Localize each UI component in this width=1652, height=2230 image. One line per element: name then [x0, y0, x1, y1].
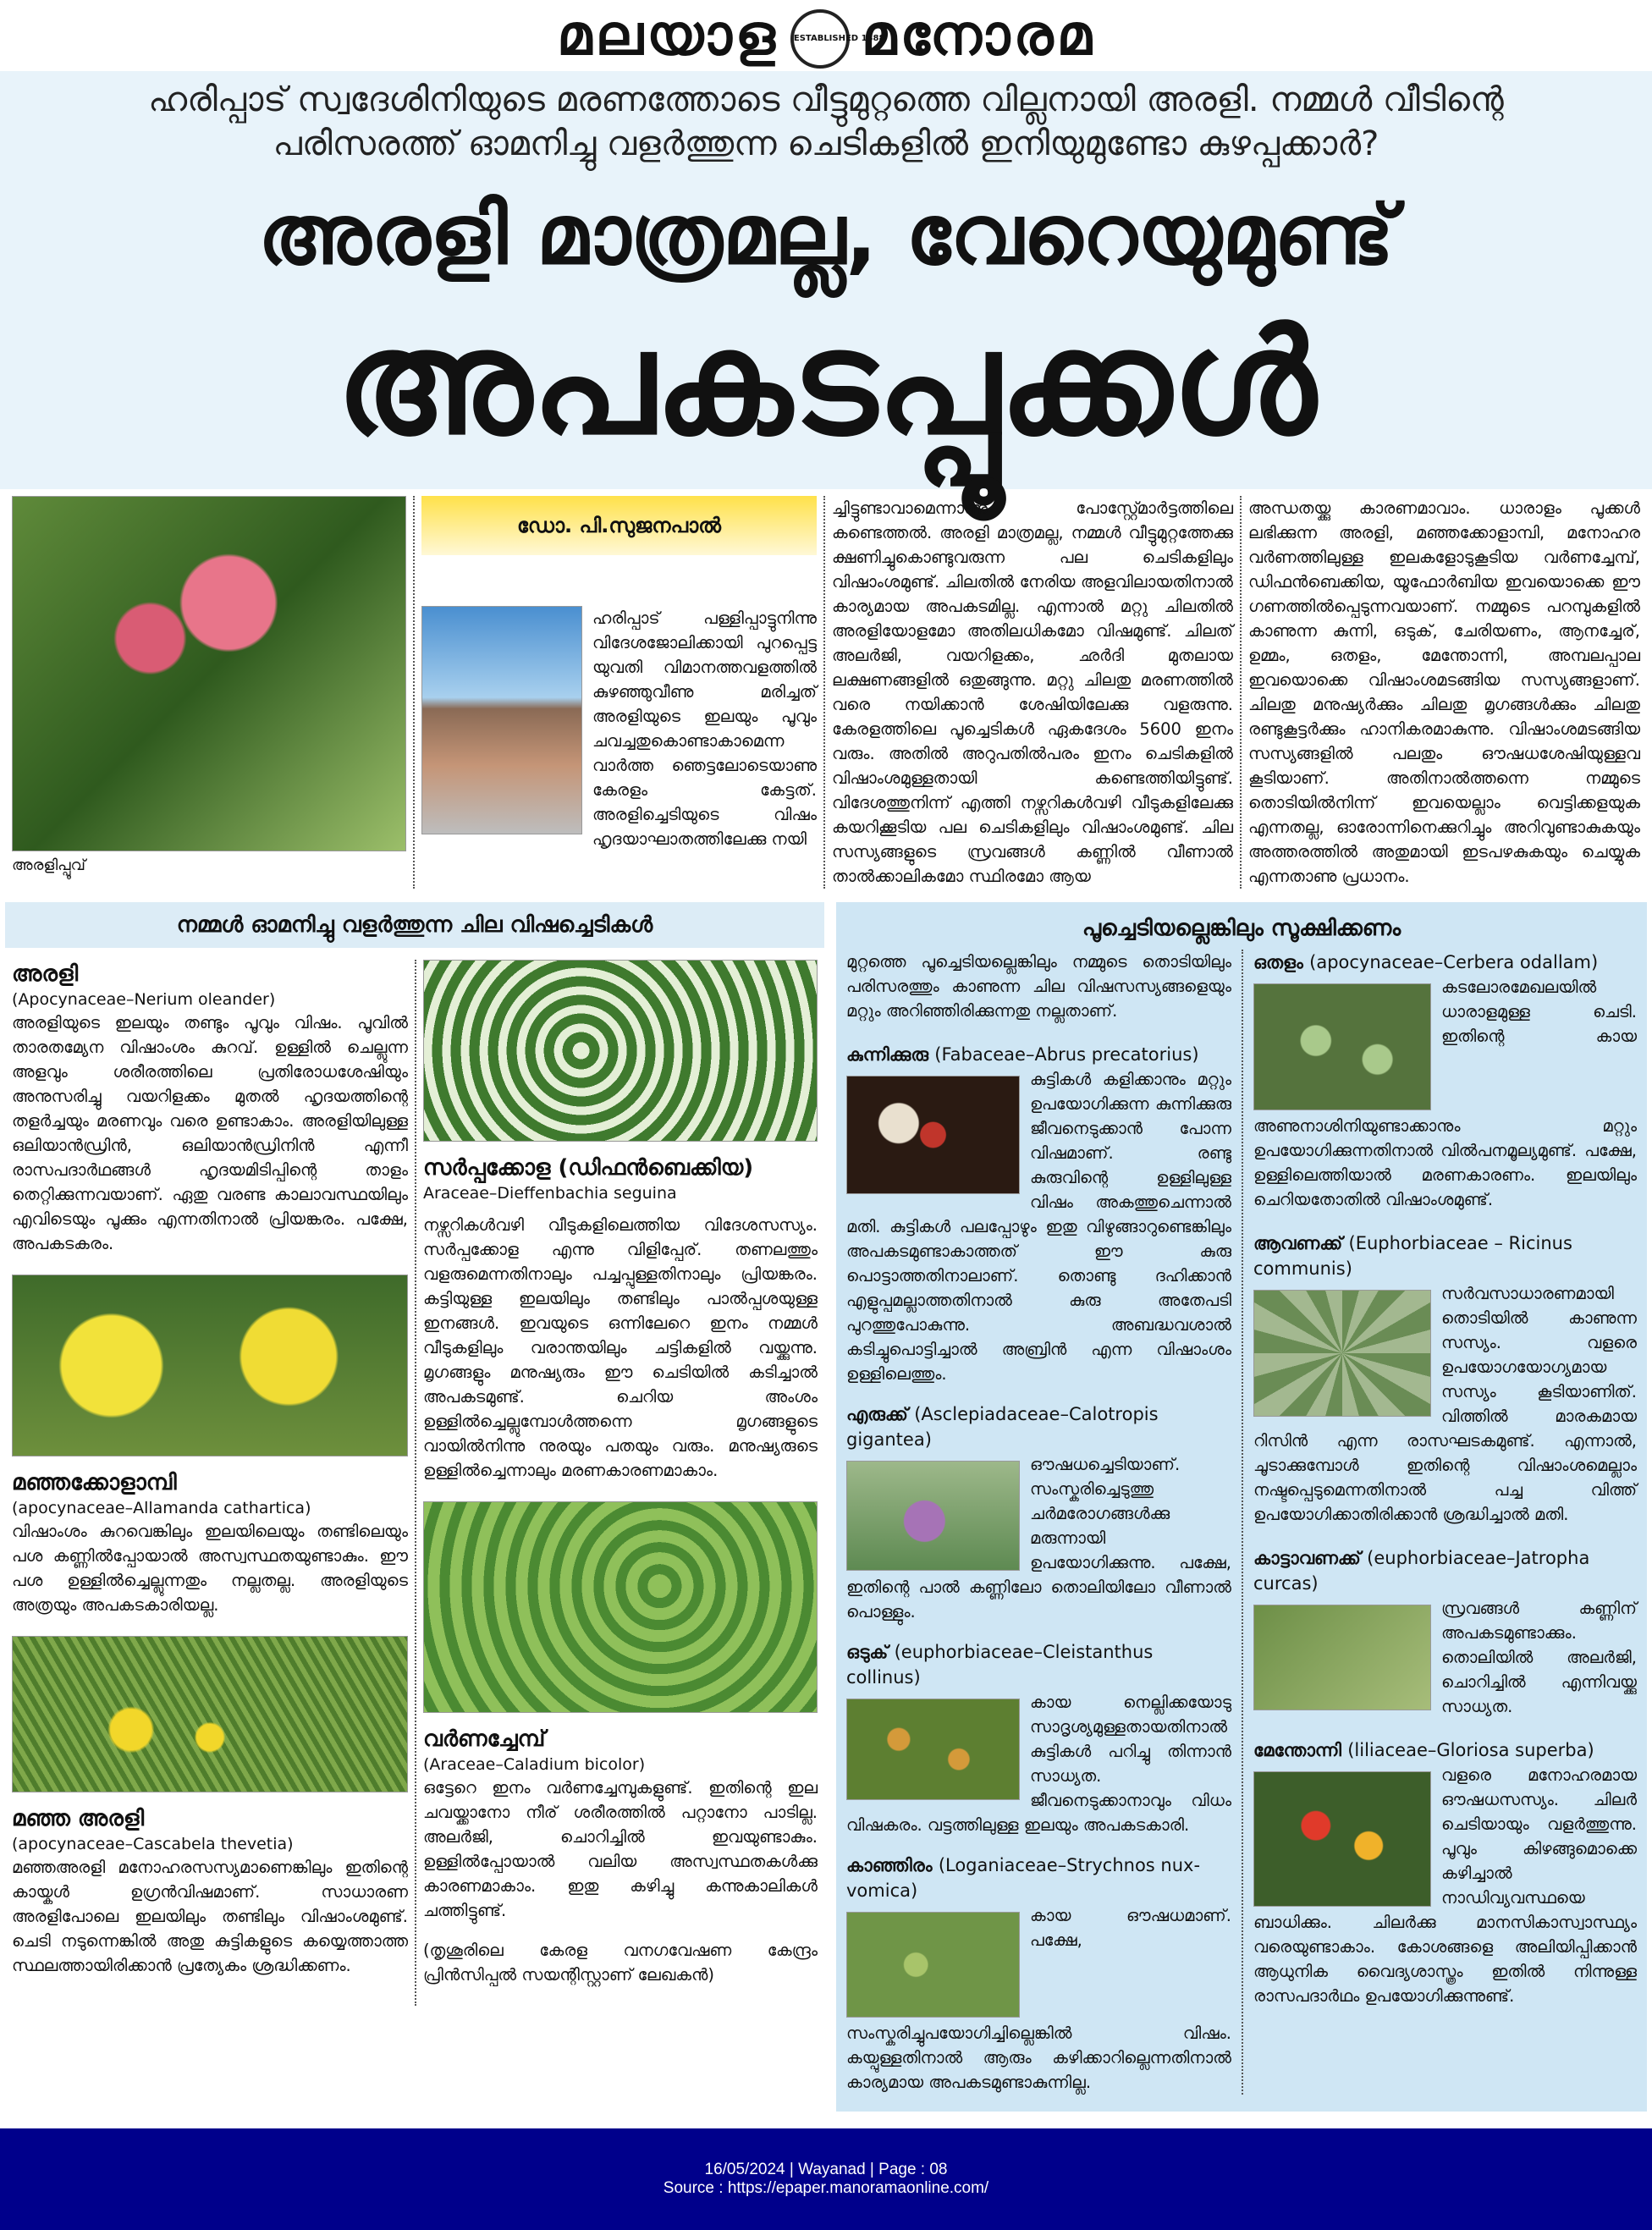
article-col-3-wrap — [1240, 496, 1647, 889]
plant-entry — [1253, 1212, 1637, 1527]
plant-description: കായ ഔഷധമാണ്. പക്ഷേ, സംസ്കരിച്ചുപയോഗിച്ചില്ലെങ്കിൽ വിഷം. കയ്പുള്ളതിനാൽ ആരും കഴിക്കാറില്ലെന്നതിനാൽ കാര്യമായ അപകടമുണ്ടാകുന്നില്ല. — [846, 1906, 1231, 2092]
plant-entry — [423, 1501, 818, 1987]
plant-entry — [12, 1275, 408, 1617]
plant-name: ഒടുക് — [846, 1642, 889, 1662]
plant-name: കാട്ടാവണക്ക് — [1253, 1548, 1361, 1568]
right-col-1 — [836, 950, 1242, 2095]
left-col-2 — [415, 960, 824, 2006]
plant-name: മഞ്ഞക്കോളാമ്പി — [12, 1470, 177, 1495]
plant-entry — [1253, 950, 1637, 1212]
headline-main: അപകടപ്പൂക്കൾ — [336, 300, 1316, 467]
plant-entry — [846, 1837, 1231, 2095]
masthead-name-right: മനോരമ — [861, 3, 1095, 68]
emblem-icon — [790, 9, 885, 69]
author-note: (തൃശൂരിലെ കേരള വനഗവേഷണ കേന്ദ്രം പ്രിൻസിപ്പൽ സയന്റിസ്റ്റാണ് ലേഖകൻ) — [423, 1941, 818, 1985]
article-col-2-wrap — [823, 496, 1240, 889]
caution-plants-section — [836, 902, 1647, 2112]
footer-edition-info: 16/05/2024 | Wayanad | Page : 08 — [704, 2161, 948, 2178]
plant-description: വിഷാംശം കുറവെങ്കിലും ഇലയിലെയും തണ്ടിലെയും പശ കണ്ണിൽപ്പോയാൽ അസ്വസ്ഥതയുണ്ടാകും. ഈ പശ ഉള്ളിൽച്ചെല്ലുന്നതും നല്ലതല്ല. അരളിയുടെ അത്രയും അപകടകാരിയല്ല. — [12, 1522, 408, 1615]
plant-scientific-name: (Araceae–Caladium bicolor) — [423, 1755, 646, 1774]
plant-name: ഒതളം — [1253, 952, 1303, 972]
plant-name: എരുക്ക് — [846, 1404, 908, 1424]
plant-scientific-name: (Apocynaceae–Nerium oleander) — [12, 990, 276, 1009]
plant-description: കടലോരമേഖലയിൽ ധാരാളമുള്ള ചെടി. ഇതിന്റെ കായ അണുനാശിനിയുണ്ടാക്കാനും മറ്റും ഉപയോഗിക്കുന്നതിനാൽ വിൽപനമൂല്യമുണ്ട്. പക്ഷേ, ഉള്ളിലെത്തിയാൽ മരണകാരണം. ഇലയിലും ചെറിയതോതിൽ വിഷാംശമുണ്ട്. — [1253, 977, 1637, 1209]
plant-description: നഴ്സറികൾവഴി വീടുകളിലെത്തിയ വിദേശസസ്യം. സർപ്പക്കോള എന്നു വിളിപ്പേര്. തണലത്തും വളരുമെന്നതിനാലും പച്ചപ്പുള്ളതിനാലും പ്രിയങ്കരം. കട്ടിയുള്ള ഇലയിലും തണ്ടിലും പാൽപ്പശയുള്ള ഇനങ്ങൾ. ഇവയുടെ ഒന്നിലേറെ ഇനം നമ്മൾ വീടുകളിലും വരാന്തയിലും ചട്ടികളിൽ വയ്ക്കുന്നു. മൃഗങ്ങളും മനുഷ്യരും ഈ ചെടിയിൽ കടിച്ചാൽ അപകടമുണ്ട്. ചെറിയ അംശം ഉള്ളിൽച്ചെല്ലുമ്പോൾത്തന്നെ മൃഗങ്ങളുടെ വായിൽനിന്നു നുരയും പതയും വരും. മനുഷ്യരുടെ ഉള്ളിൽച്ചെന്നാലും മരണകാരണമാകാം. — [423, 1215, 818, 1480]
plant-scientific-name: (Asclepiadaceae–Calotropis gigantea) — [846, 1404, 1159, 1450]
plant-description: ഒട്ടേറെ ഇനം വർണച്ചേമ്പുകളുണ്ട്. ഇതിന്റെ ഇല ചവയ്ക്കാനോ നീര് ശരീരത്തിൽ പറ്റാനോ പാടില്ല. അലർജി, ചൊറിച്ചിൽ ഇവയുണ്ടാകും. ഉള്ളിൽപ്പോയാൽ വലിയ അസ്വസ്ഥതകൾക്കു കാരണമാകാം. ഇതു കഴിച്ചു കന്നുകാലികൾ ചത്തിട്ടുണ്ട്. — [423, 1778, 818, 1920]
lead-photo-caption: അരളിപ്പൂവ് — [12, 856, 85, 874]
plant-name: അരളി — [12, 961, 79, 987]
poison-plants-section — [5, 902, 824, 2006]
jatropha-photo — [1253, 1605, 1431, 1710]
calotropis-photo — [846, 1461, 1020, 1571]
article-col-1: ഹരിപ്പാട് പള്ളിപ്പാട്ടുനിന്നു വിദേശജോലിക്കായി പുറപ്പെട്ട യുവതി വിമാനത്തവളത്തിൽ കുഴഞ്ഞുവീണു മരിച്ചത് അരളിയുടെ ഇലയും പൂവും ചവച്ചതുകൊണ്ടാകാമെന്ന വാർത്ത ഞെട്ടലോടെയാണു കേരളം കേട്ടത്. അരളിച്ചെടിയുടെ വിഷം ഹൃദയാഘാതത്തിലേക്കു നയി — [592, 608, 817, 849]
masthead — [0, 0, 1652, 71]
masthead-name-left: മലയാള — [557, 3, 779, 68]
plant-description: സർവസാധാരണമായി തൊടിയിൽ കാണുന്ന സസ്യം. വളരെ ഉപയോഗയോഗ്യമായ സസ്യം കൂടിയാണിത്. വിത്തിൽ മാരകമായ റിസിൻ എന്ന രാസഘടകമുണ്ട്. എന്നാൽ, ചൂടാക്കുമ്പോൾ ഇതിന്റെ വിഷാംശമെല്ലാം നഷ്ടപ്പെടുമെന്നതിനാൽ പച്ച വിത്ത് ഉപയോഗിക്കാതിരിക്കാൻ ശ്രദ്ധിച്ചാൽ മതി. — [1253, 1284, 1637, 1524]
plant-entry — [846, 1386, 1231, 1624]
abrus-photo — [846, 1076, 1020, 1194]
plant-scientific-name: (Euphorbiaceae – Ricinus communis) — [1253, 1233, 1572, 1279]
plant-description: അരളിയുടെ ഇലയും തണ്ടും പൂവും വിഷം. പൂവിൽ താരതമ്യേന വിഷാംശം കുറവ്. ഉള്ളിൽ ചെല്ലുന്ന അളവും ശരീരത്തിലെ പ്രതിരോധശേഷിയും അനുസരിച്ചു വയറിളക്കം മുതൽ ഹൃദയത്തിന്റെ തളർച്ചയും മരണവും വരെ ഉണ്ടാകാം. അരളിയിലുള്ള ഒലിയാൻഡ്രിൻ, ഒലിയാൻഡ്രിനിൻ എന്നീ രാസപദാർഥങ്ങൾ ഹൃദയമിടിപ്പിന്റെ താളം തെറ്റിക്കുന്നവയാണ്. ഏതു വരണ്ട കാലാവസ്ഥയിലും എവിടെയും പൂക്കും എന്നതിനാൽ പ്രിയങ്കരം. പക്ഷേ, അപകടകരം. — [12, 1013, 408, 1253]
allamanda-photo — [12, 1275, 408, 1456]
strychnos-photo — [846, 1912, 1020, 2018]
plant-entry — [423, 960, 818, 1483]
plant-scientific-name: (apocynaceae–Cerbera odallam) — [1309, 952, 1599, 972]
castor-photo — [1253, 1290, 1431, 1417]
plant-scientific-name: (Loganiaceae–Strychnos nux-vomica) — [846, 1855, 1201, 1901]
headline-band — [0, 71, 1652, 489]
plant-name: കാഞ്ഞിരം — [846, 1855, 933, 1875]
plant-name: ആവണക്ക് — [1253, 1233, 1343, 1253]
dieffenbachia-photo — [423, 960, 818, 1142]
plant-name: കുന്നിക്കുരു — [846, 1044, 928, 1065]
plant-description: ഔഷധച്ചെടിയാണ്. സംസ്കരിച്ചെടുത്തു ചർമരോഗങ്ങൾക്കു മരുന്നായി ഉപയോഗിക്കുന്നു. പക്ഷേ, ഇതിന്റെ പാൽ കണ്ണിലോ തൊലിയിലോ വീണാൽ പൊള്ളും. — [846, 1455, 1231, 1622]
footer-source[interactable]: Source : https://epaper.manoramaonline.com/ — [663, 2179, 989, 2197]
plant-entry — [12, 1636, 408, 1978]
plant-description: സ്രവങ്ങൾ കണ്ണിന് അപകടമുണ്ടാക്കും. തൊലിയിൽ അലർജി, ചൊറിച്ചിൽ എന്നിവയ്ക്കു സാധ്യത. — [1441, 1599, 1637, 1716]
footer — [0, 2128, 1652, 2230]
article-row — [0, 489, 1652, 902]
plant-description: കായ നെല്ലിക്കയോടു സാദൃശ്യമുള്ളതായതിനാൽ കുട്ടികൾ പറിച്ചു തിന്നാൻ സാധ്യത. ജീവനെടുക്കാനാവും വിധം വിഷകരം. വട്ടത്തിലുള്ള ഇലയും അപകടകാരി. — [846, 1693, 1231, 1835]
section-title-left: നമ്മൾ ഓമനിച്ചു വളർത്തുന്ന ചില വിഷച്ചെടികൾ — [5, 902, 824, 948]
gloriosa-photo — [1253, 1771, 1431, 1907]
article-col-2: ച്ചിട്ടുണ്ടാവാമെന്നാണു പോസ്റ്റ്മോർട്ടത്തിലെ കണ്ടെത്തൽ. അരളി മാത്രമല്ല, നമ്മൾ വീട്ടുമുറ്റത്തേക്കു ക്ഷണിച്ചുകൊണ്ടുവരുന്ന പല ചെടികളിലും വിഷാംശമുണ്ട്. ചിലതിൽ നേരിയ അളവിലായതിനാൽ കാര്യമായ അപകടമില്ല. എന്നാൽ മറ്റു ചിലതിൽ അരളിയോളമോ അതിലധികമോ വിഷമുണ്ട്. ചിലത് അലർജി, വയറിളക്കം, ഛർദി മുതലായ ലക്ഷണങ്ങളിൽ ഒതുങ്ങുന്നു. മറ്റു ചിലതു മരണത്തിൽ വരെ നയിക്കാൻ ശേഷിയിലേക്കു വളരുന്നു. കേരളത്തിലെ പൂച്ചെടികൾ ഏകദേശം 5600 ഇനം വരും. അതിൽ അറുപതിൽപരം ഇനം ചെടികളിൽ വിഷാംശമുള്ളതായി കണ്ടെത്തിയിട്ടുണ്ട്. വിദേശത്തുനിന്ന് എത്തി നഴ്സറികൾവഴി വീടുകളിലേക്കു കയറിക്കൂടിയ പല ചെടികളിലും വിഷാംശമുണ്ട്. ചില സസ്യങ്ങളുടെ സ്രവങ്ങൾ കണ്ണിൽ വീണാൽ താൽക്കാലികമോ സ്ഥിരമോ ആയ — [832, 498, 1233, 886]
plant-entry — [1253, 1527, 1637, 1719]
oleander-photo — [12, 496, 406, 851]
article-col-3: അന്ധതയ്ക്കു കാരണമാവാം. ധാരാളം പൂക്കൾ ലഭിക്കുന്ന അരളി, മഞ്ഞക്കോളാമ്പി, മനോഹര വർണത്തിലുള്ള ഇലകളോടുകൂടിയ വർണച്ചേമ്പ്, ഡിഫൻബെക്കിയ, യൂഫോർബിയ ഇവയൊക്കെ ഈ ഗണത്തിൽപ്പെടുന്നവയാണ്. നമ്മുടെ പറമ്പുകളിൽ കാണുന്ന കുന്നി, ഒടുക്, ചേരിയണം, ആനച്ചേര്, ഉമ്മം, ഒതളം, മേന്തോന്നി, അമ്പലപ്പാല ഇവയൊക്കെ വിഷാംശമടങ്ങിയ സസ്യങ്ങളാണ്. ചിലതു മനുഷ്യർക്കും ചിലതു മൃഗങ്ങൾക്കും ചിലതു രണ്ടുകൂട്ടർക്കും ഹാനികരമാകുന്നു. വിഷാംശമടങ്ങിയ സസ്യങ്ങളിൽ പലതും ഔഷധശേഷിയുള്ളവ കൂടിയാണ്. അതിനാൽത്തന്നെ നമ്മുടെ തൊടിയിൽനിന്ന് ഇവയെല്ലാം വെട്ടിക്കളയുക എന്നതല്ല, ഓരോന്നിനെക്കുറിച്ചും അറിവുണ്ടാകുകയും അത്തരത്തിൽ അതുമായി ഇടപഴകുകയും ചെയ്യുക എന്നതാണു പ്രധാനം. — [1248, 498, 1640, 886]
section-intro: മുറ്റത്തെ പൂച്ചെടിയല്ലെങ്കിലും നമ്മുടെ തൊടിയിലും പരിസരത്തും കാണുന്ന ചില വിഷസസ്യങ്ങളെയും മറ്റും അറിഞ്ഞിരിക്കുന്നതു നല്ലതാണ്. — [846, 952, 1231, 1021]
plant-description: വളരെ മനോഹരമായ ഔഷധസസ്യം. ചിലർ ചെടിയായും വളർത്തുന്നു. പൂവും കിഴങ്ങുമൊക്കെ കഴിച്ചാൽ നാഡിവ്യവസ്ഥയെ ബാധിക്കും. ചിലർക്കു മാനസികാസ്വാസ്ഥ്യം വരെയുണ്ടാകാം. കോശങ്ങളെ അലിയിപ്പിക്കാൻ ആധുനിക വൈദ്യശാസ്ത്രം ഇതിൽ നിന്നുള്ള രാസപദാർഥം ഉപയോഗിക്കുന്നുണ്ട്. — [1253, 1765, 1637, 2006]
plant-entry — [1253, 1719, 1637, 2008]
cleistanthus-photo — [846, 1699, 1020, 1800]
plant-scientific-name: (euphorbiaceae–Jatropha curcas) — [1253, 1548, 1590, 1594]
plant-scientific-name: (apocynaceae–Allamanda cathartica) — [12, 1499, 311, 1517]
sections-row — [0, 902, 1652, 2128]
plant-name: സർപ്പക്കോള (ഡിഫൻബെക്കിയ) — [423, 1155, 754, 1181]
plant-entry — [12, 960, 408, 1256]
plant-scientific-name: (apocynaceae–Cascabela thevetia) — [12, 1835, 294, 1853]
yellow-oleander-photo — [12, 1636, 408, 1792]
section-title-right: പൂച്ചെടിയല്ലെങ്കിലും സൂക്ഷിക്കണം — [1082, 916, 1401, 941]
byline: ഡോ. പി.സുജനപാൽ — [421, 496, 817, 555]
plant-entry — [846, 1624, 1231, 1837]
plant-name: മഞ്ഞ അരളി — [12, 1806, 145, 1831]
plant-description: മഞ്ഞഅരളി മനോഹരസസ്യമാണെങ്കിലും ഇതിന്റെ കായ്കൾ ഉഗ്രൻവിഷമാണ്. സാധാരണ അരളിപോലെ ഇലയിലും തണ്ടിലും വിഷാംശമുണ്ട്. ചെടി നടുന്നെങ്കിൽ അതു കുട്ടികളുടെ കയ്യെത്താത്ത സ്ഥലത്തായിരിക്കാൻ പ്രത്യേകം ശ്രദ്ധിക്കണം. — [12, 1858, 408, 1975]
plant-scientific-name: (Fabaceae–Abrus precatorius) — [934, 1044, 1199, 1065]
plant-name: മേന്തോന്നി — [1253, 1740, 1341, 1760]
kicker: ഹരിപ്പാട് സ്വദേശിനിയുടെ മരണത്തോടെ വീട്ടുമുറ്റത്തെ വില്ലനായി അരളി. നമ്മൾ വീടിന്റെ പരിസരത്ത് ഓമനിച്ചു വളർത്തുന്ന ചെടികളിൽ ഇനിയുമുണ്ടോ കുഴപ്പക്കാർ? — [148, 80, 1504, 163]
plant-scientific-name: (euphorbiaceae–Cleistanthus collinus) — [846, 1642, 1154, 1688]
plant-name: വർണച്ചേമ്പ് — [423, 1726, 546, 1752]
plant-scientific-name: (liliaceae–Gloriosa superba) — [1347, 1740, 1594, 1760]
plant-scientific-name: Araceae–Dieffenbachia seguina — [423, 1184, 677, 1203]
cerbera-photo — [1253, 983, 1431, 1110]
right-col-2 — [1242, 950, 1647, 2095]
caladium-photo — [423, 1501, 818, 1713]
plant-description: കുട്ടികൾ കളിക്കാനും മറ്റും ഉപയോഗിക്കുന്ന കുന്നിക്കുരു ജീവനെടുക്കാൻ പോന്ന വിഷമാണ്. രണ്ടു കുരുവിന്റെ ഉള്ളിലുള്ള വിഷം അകത്തുചെന്നാൽ മതി. കുട്ടികൾ പലപ്പോഴും ഇതു വിഴുങ്ങാറുണ്ടെങ്കിലും അപകടമുണ്ടാകാത്തത് ഈ കുരു പൊട്ടാത്തതിനാലാണ്. തൊണ്ടു ദഹിക്കാൻ എളുപ്പമല്ലാത്തതിനാൽ കുരു അതേപടി പുറത്തുപോകുന്നു. അബദ്ധവശാൽ കടിച്ചുപൊട്ടിച്ചാൽ അബ്രിൻ എന്ന വിഷാംശം ഉള്ളിലെത്തും. — [846, 1070, 1231, 1384]
left-col-1 — [5, 960, 415, 2006]
lead-photo-column — [5, 496, 413, 889]
plant-entry — [846, 1042, 1231, 1386]
author-photo — [421, 606, 582, 834]
author-column — [413, 496, 823, 889]
established-label: ESTABLISHED 1888 — [793, 33, 885, 43]
headline-primary: അരളി മാത്രമല്ല, വേറെയുമുണ്ട് — [257, 187, 1395, 284]
